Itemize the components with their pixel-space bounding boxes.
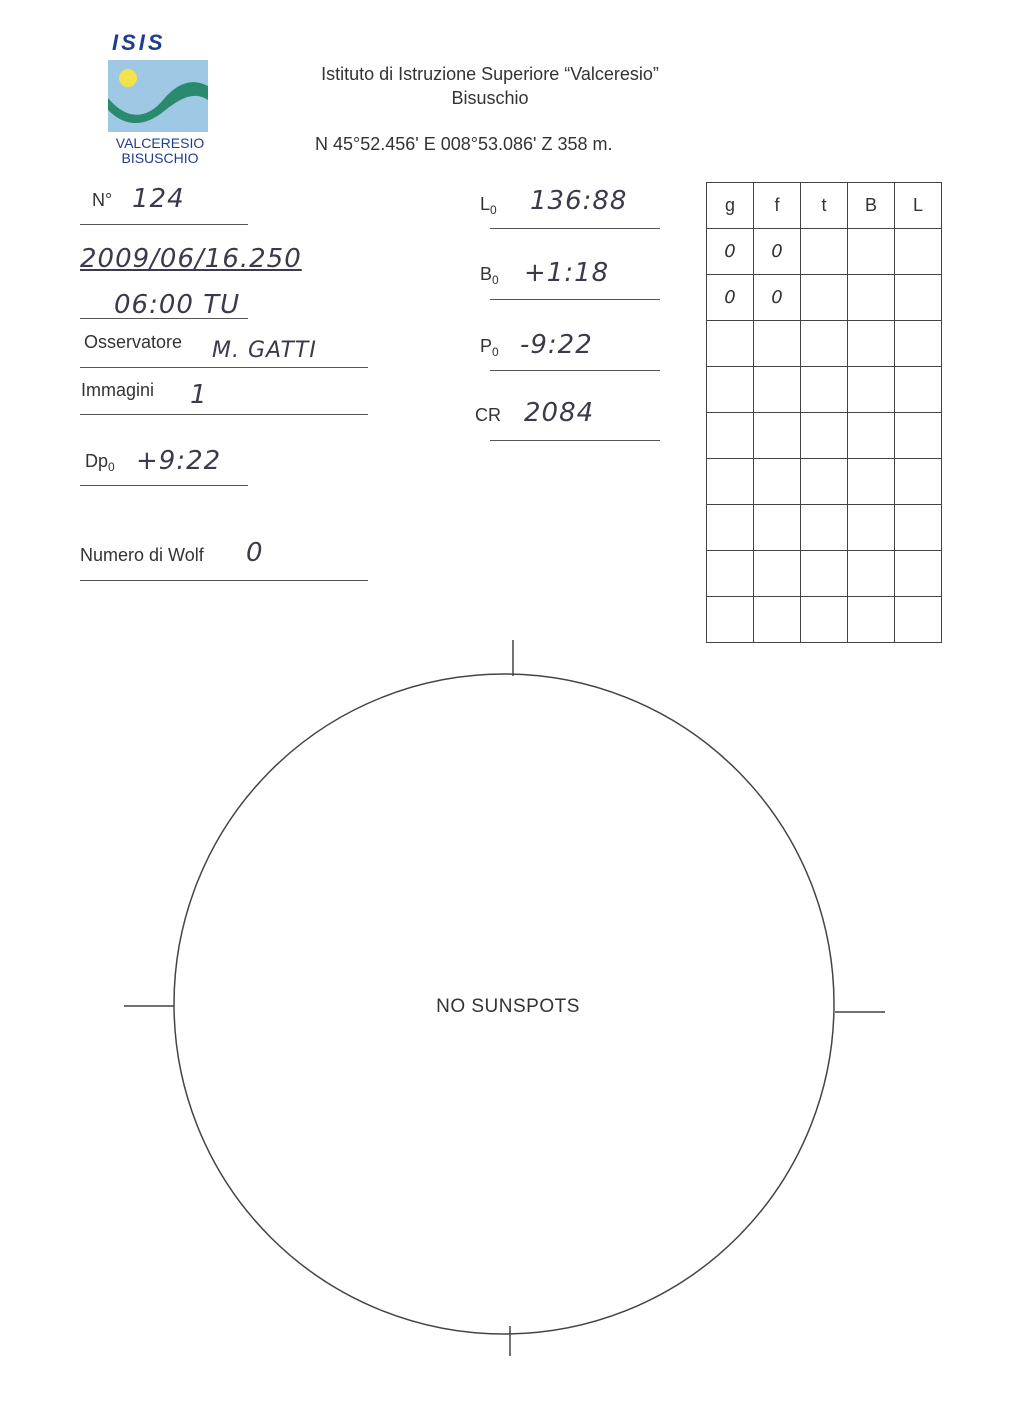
logo-caption bbox=[100, 136, 220, 166]
number-rule bbox=[80, 224, 248, 225]
b0-subscript: 0 bbox=[492, 273, 499, 287]
l0-rule bbox=[490, 228, 660, 229]
table-cell-l bbox=[895, 597, 942, 643]
table-cell-g bbox=[707, 459, 754, 505]
institute-line1: Istituto di Istruzione Superiore “Valceresio” bbox=[321, 64, 659, 84]
table-row bbox=[707, 505, 942, 551]
table-cell-b bbox=[848, 367, 895, 413]
cr-value: 2084 bbox=[524, 398, 595, 428]
table-cell-b bbox=[848, 505, 895, 551]
dp0-rule bbox=[80, 485, 248, 486]
table-cell-g: 0 bbox=[707, 229, 754, 275]
l0-value: 136:88 bbox=[530, 186, 628, 216]
column-header-b: B bbox=[848, 183, 895, 229]
table-row bbox=[707, 551, 942, 597]
p0-label-text: P bbox=[480, 336, 493, 356]
table-cell-t bbox=[801, 459, 848, 505]
table-cell-f: 0 bbox=[754, 229, 801, 275]
observation-table bbox=[706, 182, 942, 643]
table-cell-l bbox=[895, 229, 942, 275]
dp0-label-text: Dp bbox=[85, 451, 109, 471]
table-cell-g bbox=[707, 413, 754, 459]
institute-line2: Bisuschio bbox=[451, 88, 529, 108]
table-cell-b bbox=[848, 229, 895, 275]
table-cell-l bbox=[895, 275, 942, 321]
table-row bbox=[707, 413, 942, 459]
wolf-rule bbox=[80, 580, 368, 581]
time-value: 06:00 TU bbox=[114, 290, 241, 320]
table-cell-f: 0 bbox=[754, 275, 801, 321]
date-value: 2009/06/16.250 bbox=[80, 244, 302, 274]
table-cell-b bbox=[848, 321, 895, 367]
table-cell-t bbox=[801, 505, 848, 551]
table-row bbox=[707, 597, 942, 643]
table-cell-l bbox=[895, 551, 942, 597]
wave-icon bbox=[108, 82, 208, 123]
table-cell-f bbox=[754, 459, 801, 505]
table-cell-g bbox=[707, 367, 754, 413]
column-header-t: t bbox=[801, 183, 848, 229]
sun-icon bbox=[119, 69, 137, 87]
p0-subscript: 0 bbox=[492, 345, 499, 359]
observer-rule bbox=[80, 367, 368, 368]
cr-label: CR bbox=[475, 405, 501, 425]
p0-value: -9:22 bbox=[520, 330, 593, 360]
site-coordinates: N 45°52.456' E 008°53.086' Z 358 m. bbox=[315, 134, 613, 154]
wolf-label: Numero di Wolf bbox=[80, 545, 204, 565]
dp0-label bbox=[85, 451, 115, 474]
cr-rule bbox=[490, 440, 660, 441]
l0-label bbox=[480, 194, 497, 217]
b0-value: +1:18 bbox=[524, 258, 610, 288]
table-cell-f bbox=[754, 321, 801, 367]
l0-subscript: 0 bbox=[490, 203, 497, 217]
column-header-f: f bbox=[754, 183, 801, 229]
table-row bbox=[707, 229, 942, 275]
table-cell-t bbox=[801, 597, 848, 643]
table-cell-f bbox=[754, 505, 801, 551]
table-cell-l bbox=[895, 505, 942, 551]
logo-graphic bbox=[108, 60, 208, 132]
table-header-row bbox=[707, 183, 942, 229]
column-header-l: L bbox=[895, 183, 942, 229]
table-cell-b bbox=[848, 413, 895, 459]
wolf-value: 0 bbox=[246, 538, 264, 568]
table-cell-l bbox=[895, 459, 942, 505]
b0-label bbox=[480, 264, 499, 287]
table-cell-t bbox=[801, 413, 848, 459]
observer-label: Osservatore bbox=[84, 332, 183, 352]
table-cell-g bbox=[707, 505, 754, 551]
table-cell-f bbox=[754, 551, 801, 597]
table-row bbox=[707, 459, 942, 505]
number-value: 124 bbox=[132, 184, 185, 214]
table-cell-b bbox=[848, 551, 895, 597]
table-row bbox=[707, 367, 942, 413]
table-cell-l bbox=[895, 413, 942, 459]
dp0-value: +9:22 bbox=[136, 446, 222, 476]
images-label: Immagini bbox=[81, 380, 155, 400]
table-cell-b bbox=[848, 459, 895, 505]
logo-mark: ISIS bbox=[112, 30, 166, 55]
table-cell-b bbox=[848, 275, 895, 321]
table-cell-g bbox=[707, 551, 754, 597]
table-cell-l bbox=[895, 321, 942, 367]
table-cell-t bbox=[801, 367, 848, 413]
table-row bbox=[707, 321, 942, 367]
p0-label bbox=[480, 336, 499, 359]
table-row bbox=[707, 275, 942, 321]
no-sunspots-note: NO SUNSPOTS bbox=[436, 996, 580, 1017]
b0-rule bbox=[490, 299, 660, 300]
datetime-rule bbox=[80, 318, 248, 319]
table-cell-g: 0 bbox=[707, 275, 754, 321]
observer-value: M. GATTI bbox=[212, 338, 317, 363]
institute-name bbox=[280, 62, 700, 110]
logo-caption-line2: BISUSCHIO bbox=[121, 150, 199, 166]
dp0-subscript: 0 bbox=[108, 460, 115, 474]
table-cell-t bbox=[801, 321, 848, 367]
images-rule bbox=[80, 414, 368, 415]
logo-icon bbox=[108, 60, 208, 132]
table-cell-f bbox=[754, 413, 801, 459]
table-cell-b bbox=[848, 597, 895, 643]
logo-caption-line1: VALCERESIO bbox=[115, 135, 205, 151]
table-cell-g bbox=[707, 597, 754, 643]
table-cell-t bbox=[801, 551, 848, 597]
l0-label-text: L bbox=[480, 194, 491, 214]
table-cell-t bbox=[801, 229, 848, 275]
images-value: 1 bbox=[190, 380, 208, 410]
column-header-g: g bbox=[707, 183, 754, 229]
b0-label-text: B bbox=[480, 264, 493, 284]
table-cell-f bbox=[754, 367, 801, 413]
table-cell-l bbox=[895, 367, 942, 413]
table-cell-t bbox=[801, 275, 848, 321]
table-cell-f bbox=[754, 597, 801, 643]
number-label: N° bbox=[92, 190, 113, 210]
table-cell-g bbox=[707, 321, 754, 367]
p0-rule bbox=[490, 370, 660, 371]
